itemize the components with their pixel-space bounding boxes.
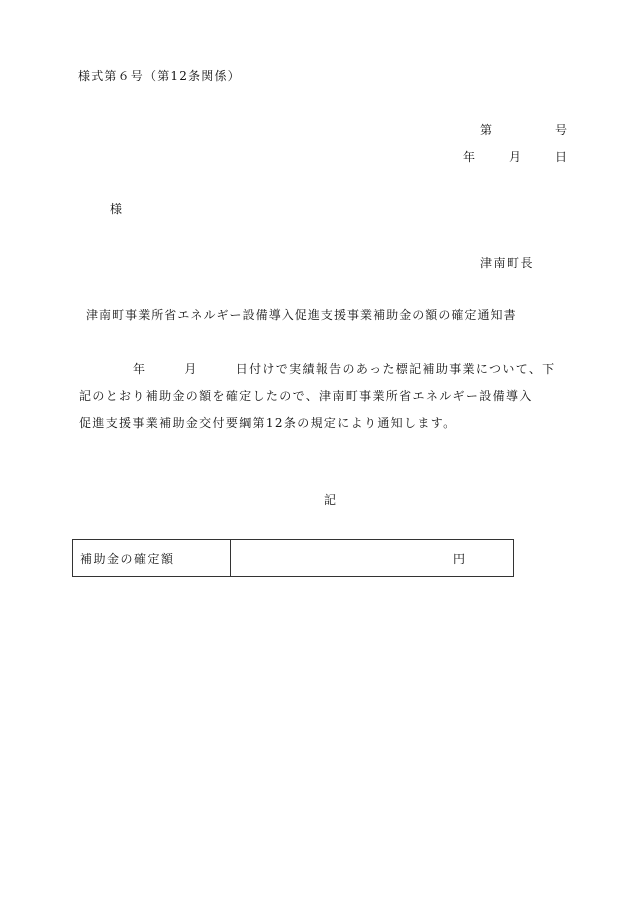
body-month: 月: [184, 362, 198, 376]
confirmed-amount-label: 補助金の確定額: [73, 540, 231, 576]
body-line-1-rest: 日付けで実績報告のあった標記補助事業について、下: [235, 362, 556, 376]
body-paragraph: [79, 356, 581, 437]
document-number-suffix: 号: [555, 123, 568, 137]
date-year: 年: [463, 150, 476, 164]
document-number-prefix: 第: [480, 123, 493, 137]
body-year: 年: [133, 362, 147, 376]
body-line-3: 促進支援事業補助金交付要綱第12条の規定により通知します。: [79, 416, 457, 430]
body-line-2: 記のとおり補助金の額を確定したので、津南町事業所省エネルギー設備導入: [79, 389, 533, 403]
addressee: 様: [110, 202, 123, 216]
body-line-1: [79, 356, 581, 383]
date-day: 日: [555, 150, 568, 164]
confirmed-amount-table: [72, 539, 514, 577]
document-title: 津南町事業所省エネルギー設備導入促進支援事業補助金の額の確定通知書: [86, 308, 517, 322]
ki-heading: 記: [324, 493, 337, 507]
confirmed-amount-field: [231, 540, 513, 576]
form-number-label: 様式第６号（第12条関係）: [78, 69, 241, 83]
issuer-name: 津南町長: [480, 256, 535, 270]
date-month: 月: [509, 150, 522, 164]
yen-unit: 円: [452, 551, 465, 566]
